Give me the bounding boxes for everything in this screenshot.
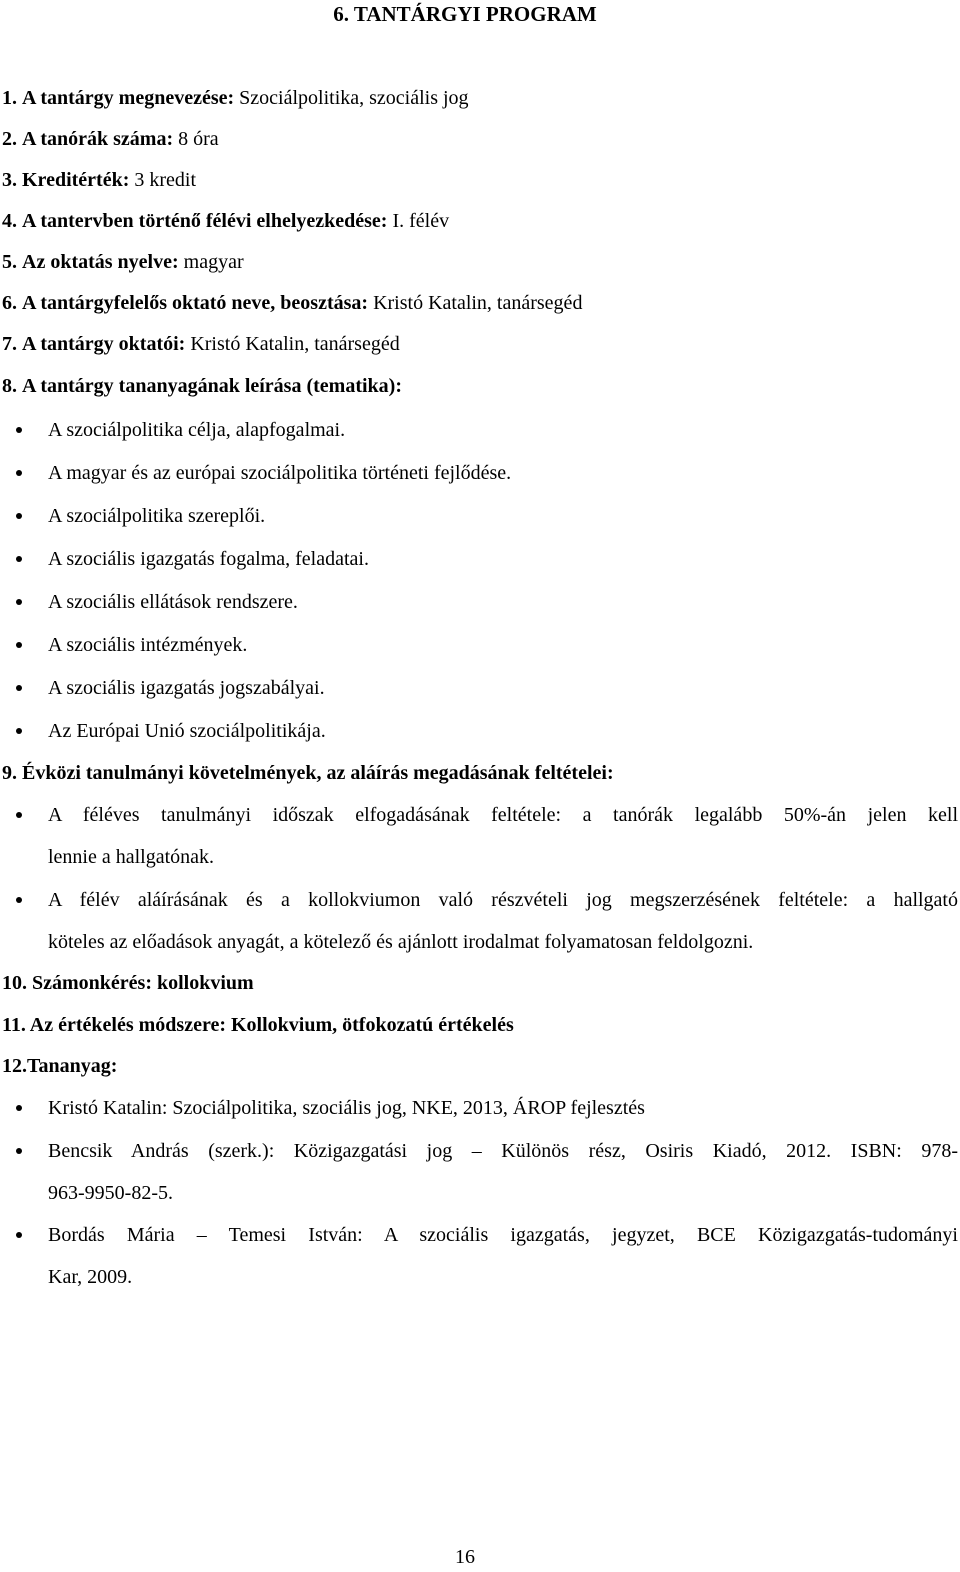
- topic-item: A szociális ellátások rendszere.: [48, 591, 298, 613]
- topic-item: Az Európai Unió szociálpolitikája.: [48, 720, 326, 742]
- bullet-icon: [16, 685, 22, 691]
- bullet-icon: [16, 556, 22, 562]
- section-10: 10. Számonkérés: kollokvium: [2, 972, 254, 994]
- requirement-line-1: A féléves tanulmányi időszak elfogadásának feltétele: a tanórák legalább 50%-án jelen kell: [48, 804, 958, 826]
- topic-item: A szociális igazgatás jogszabályai.: [48, 677, 325, 699]
- section-12-heading: 12.Tananyag:: [2, 1055, 118, 1077]
- item-5: 5. Az oktatás nyelve: magyar: [2, 251, 244, 273]
- item-8: 8. A tantárgy tananyagának leírása (tematika):: [2, 375, 402, 397]
- bullet-icon: [16, 427, 22, 433]
- page-number: 16: [455, 1546, 475, 1568]
- bullet-icon: [16, 470, 22, 476]
- section-11: 11. Az értékelés módszere: Kollokvium, ötfokozatú értékelés: [2, 1014, 514, 1036]
- bullet-icon: [16, 1232, 22, 1238]
- topic-item: A szociális intézmények.: [48, 634, 248, 656]
- item-1: 1. A tantárgy megnevezése: Szociálpolitika, szociális jog: [2, 87, 469, 109]
- bullet-icon: [16, 599, 22, 605]
- item-4: 4. A tantervben történő félévi elhelyezkedése: I. félév: [2, 210, 450, 232]
- reference-2-cont: 963-9950-82-5.: [48, 1182, 173, 1204]
- item-3: 3. Kreditérték: 3 kredit: [2, 169, 197, 191]
- item-7: 7. A tantárgy oktatói: Kristó Katalin, tanársegéd: [2, 333, 400, 355]
- bullet-icon: [16, 897, 22, 903]
- item-2: 2. A tanórák száma: 8 óra: [2, 128, 219, 150]
- topic-item: A magyar és az európai szociálpolitika történeti fejlődése.: [48, 462, 512, 484]
- reference-2: Bencsik András (szerk.): Közigazgatási jog – Különös rész, Osiris Kiadó, 2012. ISBN: 978-: [48, 1140, 958, 1162]
- page-title: 6. TANTÁRGYI PROGRAM: [333, 2, 597, 26]
- reference-3: Bordás Mária – Temesi István: A szociális igazgatás, jegyzet, BCE Közigazgatás-tudományi: [48, 1224, 958, 1246]
- bullet-icon: [16, 513, 22, 519]
- bullet-icon: [16, 812, 22, 818]
- requirement-line-2-cont: köteles az előadások anyagát, a kötelező és ajánlott irodalmat folyamatosan feldolgozni.: [48, 931, 754, 953]
- reference-1: Kristó Katalin: Szociálpolitika, szociális jog, NKE, 2013, ÁROP fejlesztés: [48, 1097, 645, 1119]
- reference-3-cont: Kar, 2009.: [48, 1266, 133, 1288]
- requirement-line-2: A félév aláírásának és a kollokviumon való részvételi jog megszerzésének feltétele: a hallgató: [48, 889, 958, 911]
- topic-item: A szociális igazgatás fogalma, feladatai.: [48, 548, 369, 570]
- bullet-icon: [16, 642, 22, 648]
- topic-item: A szociálpolitika célja, alapfogalmai.: [48, 419, 346, 441]
- item-6: 6. A tantárgyfelelős oktató neve, beosztása: Kristó Katalin, tanársegéd: [2, 292, 583, 314]
- requirement-line-1-cont: lennie a hallgatónak.: [48, 846, 215, 868]
- topic-item: A szociálpolitika szereplői.: [48, 505, 266, 527]
- bullet-icon: [16, 1105, 22, 1111]
- section-9-heading: 9. Évközi tanulmányi követelmények, az aláírás megadásának feltételei:: [2, 762, 614, 784]
- bullet-icon: [16, 1148, 22, 1154]
- bullet-icon: [16, 728, 22, 734]
